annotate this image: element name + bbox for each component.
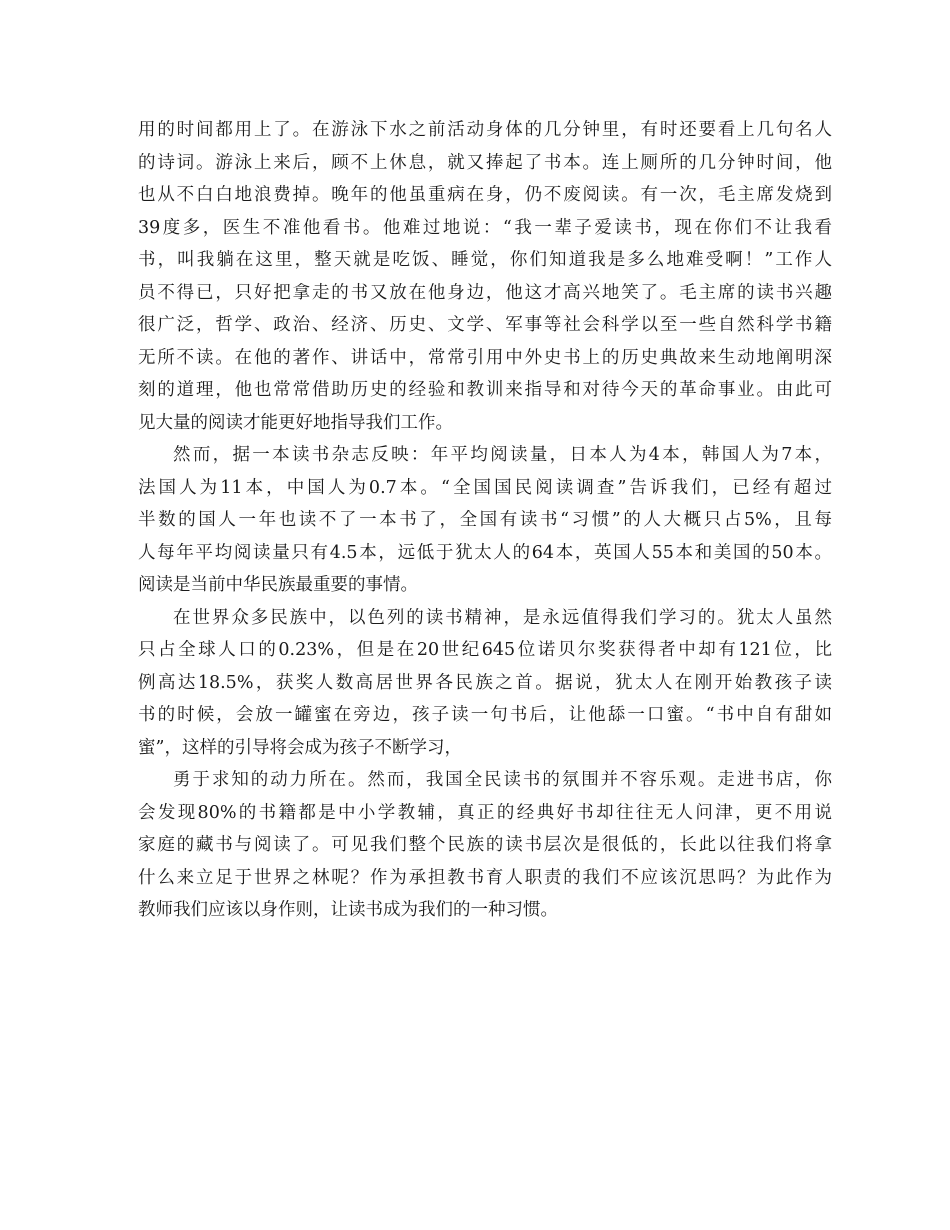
text-line: 人每年平均阅读量只有4.5本，远低于犹太人的64本，英国人55本和美国的50本。 — [138, 542, 832, 563]
text-line: 阅读是当前中华民族最重要的事情。 — [138, 575, 418, 595]
text-line: 然而，据一本读书杂志反映：年平均阅读量，日本人为4本，韩国人为7本， — [173, 445, 832, 465]
text-line: 教师我们应该以身作则，让读书成为我们的一种习惯。 — [138, 900, 558, 920]
text-line: 会发现80%的书籍都是中小学教辅，真正的经典好书却往往无人问津，更不用说 — [138, 802, 832, 823]
text-line: 勇于求知的动力所在。然而，我国全民读书的氛围并不容乐观。走进书店，你 — [173, 770, 832, 790]
text-line: 书的时候，会放一罐蜜在旁边，孩子读一句书后，让他舔一口蜜。“书中自有甜如 — [138, 705, 832, 725]
text-line: 员不得已，只好把拿走的书又放在他身边，他这才高兴地笑了。毛主席的读书兴趣 — [138, 282, 832, 303]
text-line: 用的时间都用上了。在游泳下水之前活动身体的几分钟里，有时还要看上几句名人 — [138, 120, 832, 140]
text-line: 法国人为11本，中国人为0.7本。“全国国民阅读调查”告诉我们，已经有超过 — [138, 477, 832, 498]
text-line: 无所不读。在他的著作、讲话中，常常引用中外史书上的历史典故来生动地阐明深 — [138, 347, 832, 368]
text-line: 也从不白白地浪费掉。晚年的他虽重病在身，仍不废阅读。有一次，毛主席发烧到 — [138, 185, 832, 205]
text-line: 在世界众多民族中，以色列的读书精神，是永远值得我们学习的。犹太人虽然 — [173, 607, 832, 628]
body-text — [138, 114, 832, 927]
text-line: 什么来立足于世界之林呢？作为承担教书育人职责的我们不应该沉思吗？为此作为 — [138, 867, 832, 888]
text-line: 只占全球人口的0.23%，但是在20世纪645位诺贝尔奖获得者中却有121位，比 — [138, 640, 832, 660]
text-line: 的诗词。游泳上来后，顾不上休息，就又捧起了书本。连上厕所的几分钟时间，他 — [138, 152, 832, 173]
text-line: 见大量的阅读才能更好地指导我们工作。 — [138, 412, 453, 433]
text-line: 蜜”，这样的引导将会成为孩子不断学习， — [138, 737, 462, 758]
text-line: 例高达18.5%，获奖人数高居世界各民族之首。据说，犹太人在刚开始教孩子读 — [138, 672, 832, 693]
text-line: 很广泛，哲学、政治、经济、历史、文学、军事等社会科学以至一些自然科学书籍 — [138, 315, 832, 335]
text-line: 书，叫我躺在这里，整天就是吃饭、睡觉，你们知道我是多么地难受啊！”工作人 — [138, 250, 832, 270]
text-line: 刻的道理，他也常常借助历史的经验和教训来指导和对待今天的革命事业。由此可 — [138, 380, 832, 400]
text-line: 半数的国人一年也读不了一本书了，全国有读书“习惯”的人大概只占5%，且每 — [138, 510, 832, 530]
text-line: 39度多，医生不准他看书。他难过地说：“我一辈子爱读书，现在你们不让我看 — [138, 217, 832, 238]
text-line: 家庭的藏书与阅读了。可见我们整个民族的读书层次是很低的，长此以往我们将拿 — [138, 835, 832, 855]
